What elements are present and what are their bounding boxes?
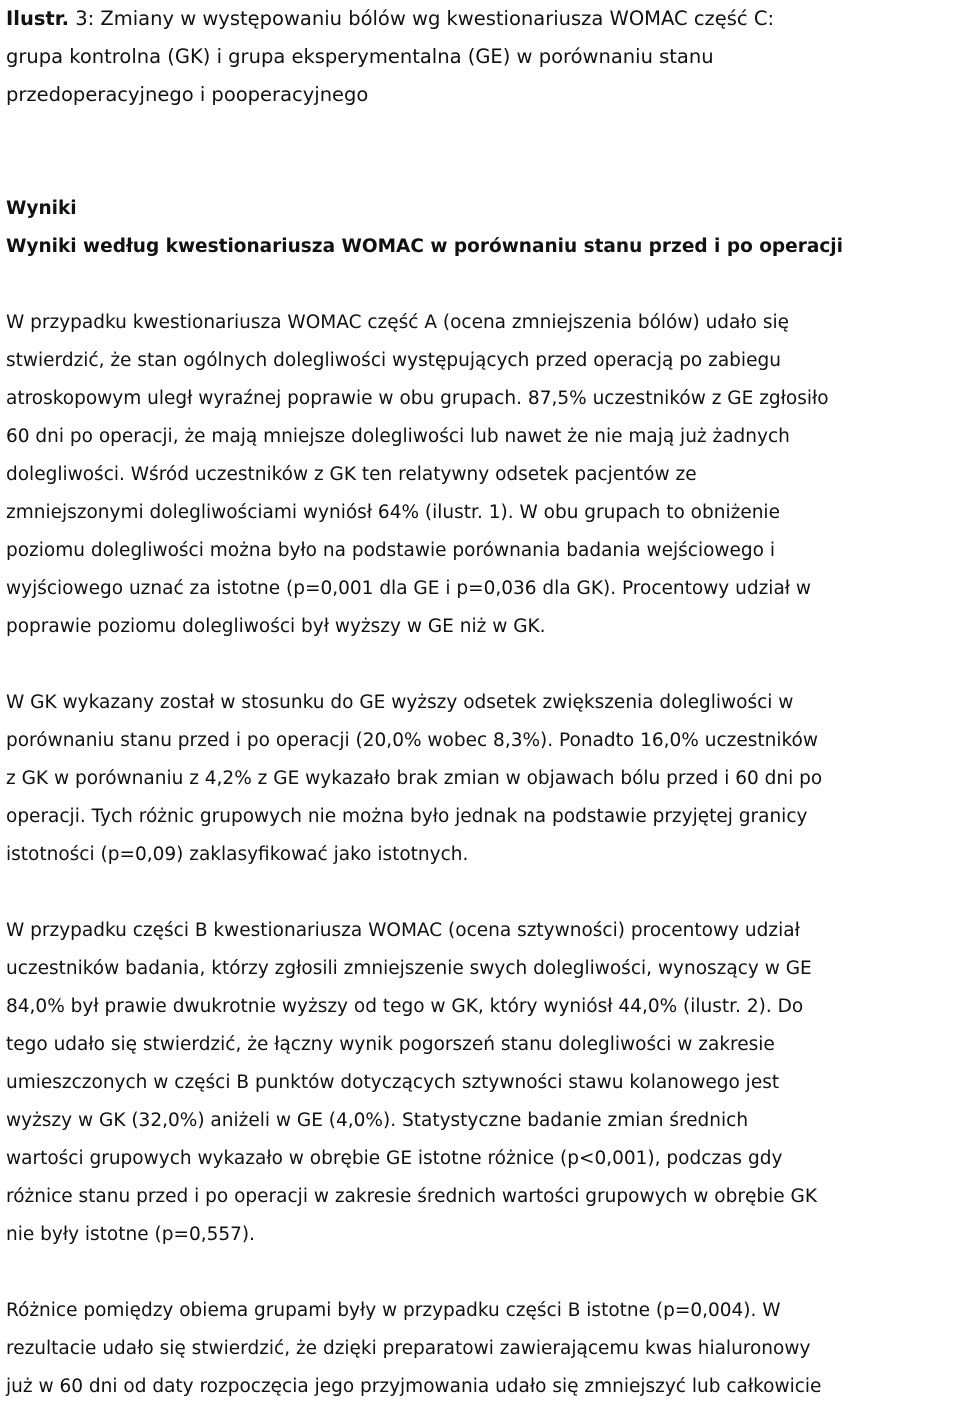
paragraph-line: z GK w porównaniu z 4,2% z GE wykazało brak zmian w objawach bólu przed i 60 dni po bbox=[6, 768, 823, 789]
paragraph-line: W przypadku części B kwestionariusza WOMAC (ocena sztywności) procentowy udział bbox=[6, 920, 800, 941]
paragraph-line: 84,0% był prawie dwukrotnie wyższy od tego w GK, który wyniósł 44,0% (ilustr. 2). Do bbox=[6, 996, 804, 1017]
paragraph-line: umieszczonych w części B punktów dotyczących sztywności stawu kolanowego jest bbox=[6, 1072, 780, 1093]
paragraph-line: stwierdzić, że stan ogólnych dolegliwości występujących przed operacją po zabiegu bbox=[6, 350, 781, 371]
paragraph-line: tego udało się stwierdzić, że łączny wynik pogorszeń stanu dolegliwości w zakresie bbox=[6, 1034, 775, 1055]
paragraph-line: W przypadku kwestionariusza WOMAC część A (ocena zmniejszenia bólów) udało się bbox=[6, 312, 789, 333]
paragraph-line: Różnice pomiędzy obiema grupami były w przypadku części B istotne (p=0,004). W bbox=[6, 1300, 781, 1321]
paragraph-line: porównaniu stanu przed i po operacji (20,0% wobec 8,3%). Ponadto 16,0% uczestników bbox=[6, 730, 818, 751]
paragraph-line: atroskopowym uległ wyraźnej poprawie w obu grupach. 87,5% uczestników z GE zgłosiło bbox=[6, 388, 829, 409]
paragraph-line: wyjściowego uznać za istotne (p=0,001 dla GE i p=0,036 dla GK). Procentowy udział w bbox=[6, 578, 812, 599]
document-page bbox=[6, 0, 960, 1406]
paragraph-line: nie były istotne (p=0,557). bbox=[6, 1224, 256, 1245]
paragraph bbox=[6, 912, 960, 1254]
paragraph bbox=[6, 684, 960, 874]
caption-line: : Zmiany w występowaniu bólów wg kwestionariusza WOMAC część C: bbox=[87, 7, 775, 30]
paragraph-line: różnice stanu przed i po operacji w zakresie średnich wartości grupowych w obrębie GK bbox=[6, 1186, 817, 1207]
paragraph-line: wartości grupowych wykazało w obrębie GE istotne różnice (p<0,001), podczas gdy bbox=[6, 1148, 783, 1169]
paragraph-line: uczestników badania, którzy zgłosili zmniejszenie swych dolegliwości, wynoszący w GE bbox=[6, 958, 812, 979]
paragraph-line: poziomu dolegliwości można było na podstawie porównania badania wejściowego i bbox=[6, 540, 776, 561]
paragraph-line: dolegliwości. Wśród uczestników z GK ten relatywny odsetek pacjentów ze bbox=[6, 464, 697, 485]
paragraph-line: poprawie poziomu dolegliwości był wyższy w GE niż w GK. bbox=[6, 616, 546, 637]
paragraph-line: wyższy w GK (32,0%) aniżeli w GE (4,0%). Statystyczne badanie zmian średnich bbox=[6, 1110, 749, 1131]
figure-caption bbox=[6, 0, 960, 114]
paragraph-line: W GK wykazany został w stosunku do GE wyższy odsetek zwiększenia dolegliwości w bbox=[6, 692, 794, 713]
paragraph-line: istotności (p=0,09) zaklasyfikować jako istotnych. bbox=[6, 844, 469, 865]
paragraph bbox=[6, 1292, 960, 1406]
paragraph-line: zmniejszonymi dolegliwościami wyniósł 64% (ilustr. 1). W obu grupach to obniżenie bbox=[6, 502, 780, 523]
figure-label: Ilustr. bbox=[6, 7, 69, 30]
caption-line: grupa kontrolna (GK) i grupa eksperymentalna (GE) w porównaniu stanu bbox=[6, 45, 714, 68]
caption-line: przedoperacyjnego i pooperacyjnego bbox=[6, 83, 369, 106]
subsection-title: Wyniki według kwestionariusza WOMAC w porównaniu stanu przed i po operacji bbox=[6, 236, 843, 257]
figure-number: 3 bbox=[75, 7, 88, 30]
paragraph bbox=[6, 304, 960, 646]
paragraph-line: już w 60 dni od daty rozpoczęcia jego przyjmowania udało się zmniejszyć lub całkowicie bbox=[6, 1376, 822, 1397]
paragraph-line: 60 dni po operacji, że mają mniejsze dolegliwości lub nawet że nie mają już żadnych bbox=[6, 426, 790, 447]
section-title: Wyniki bbox=[6, 198, 77, 219]
paragraph-line: rezultacie udało się stwierdzić, że dzięki preparatowi zawierającemu kwas hialuronowy bbox=[6, 1338, 811, 1359]
paragraph-line: operacji. Tych różnic grupowych nie można było jednak na podstawie przyjętej granicy bbox=[6, 806, 808, 827]
